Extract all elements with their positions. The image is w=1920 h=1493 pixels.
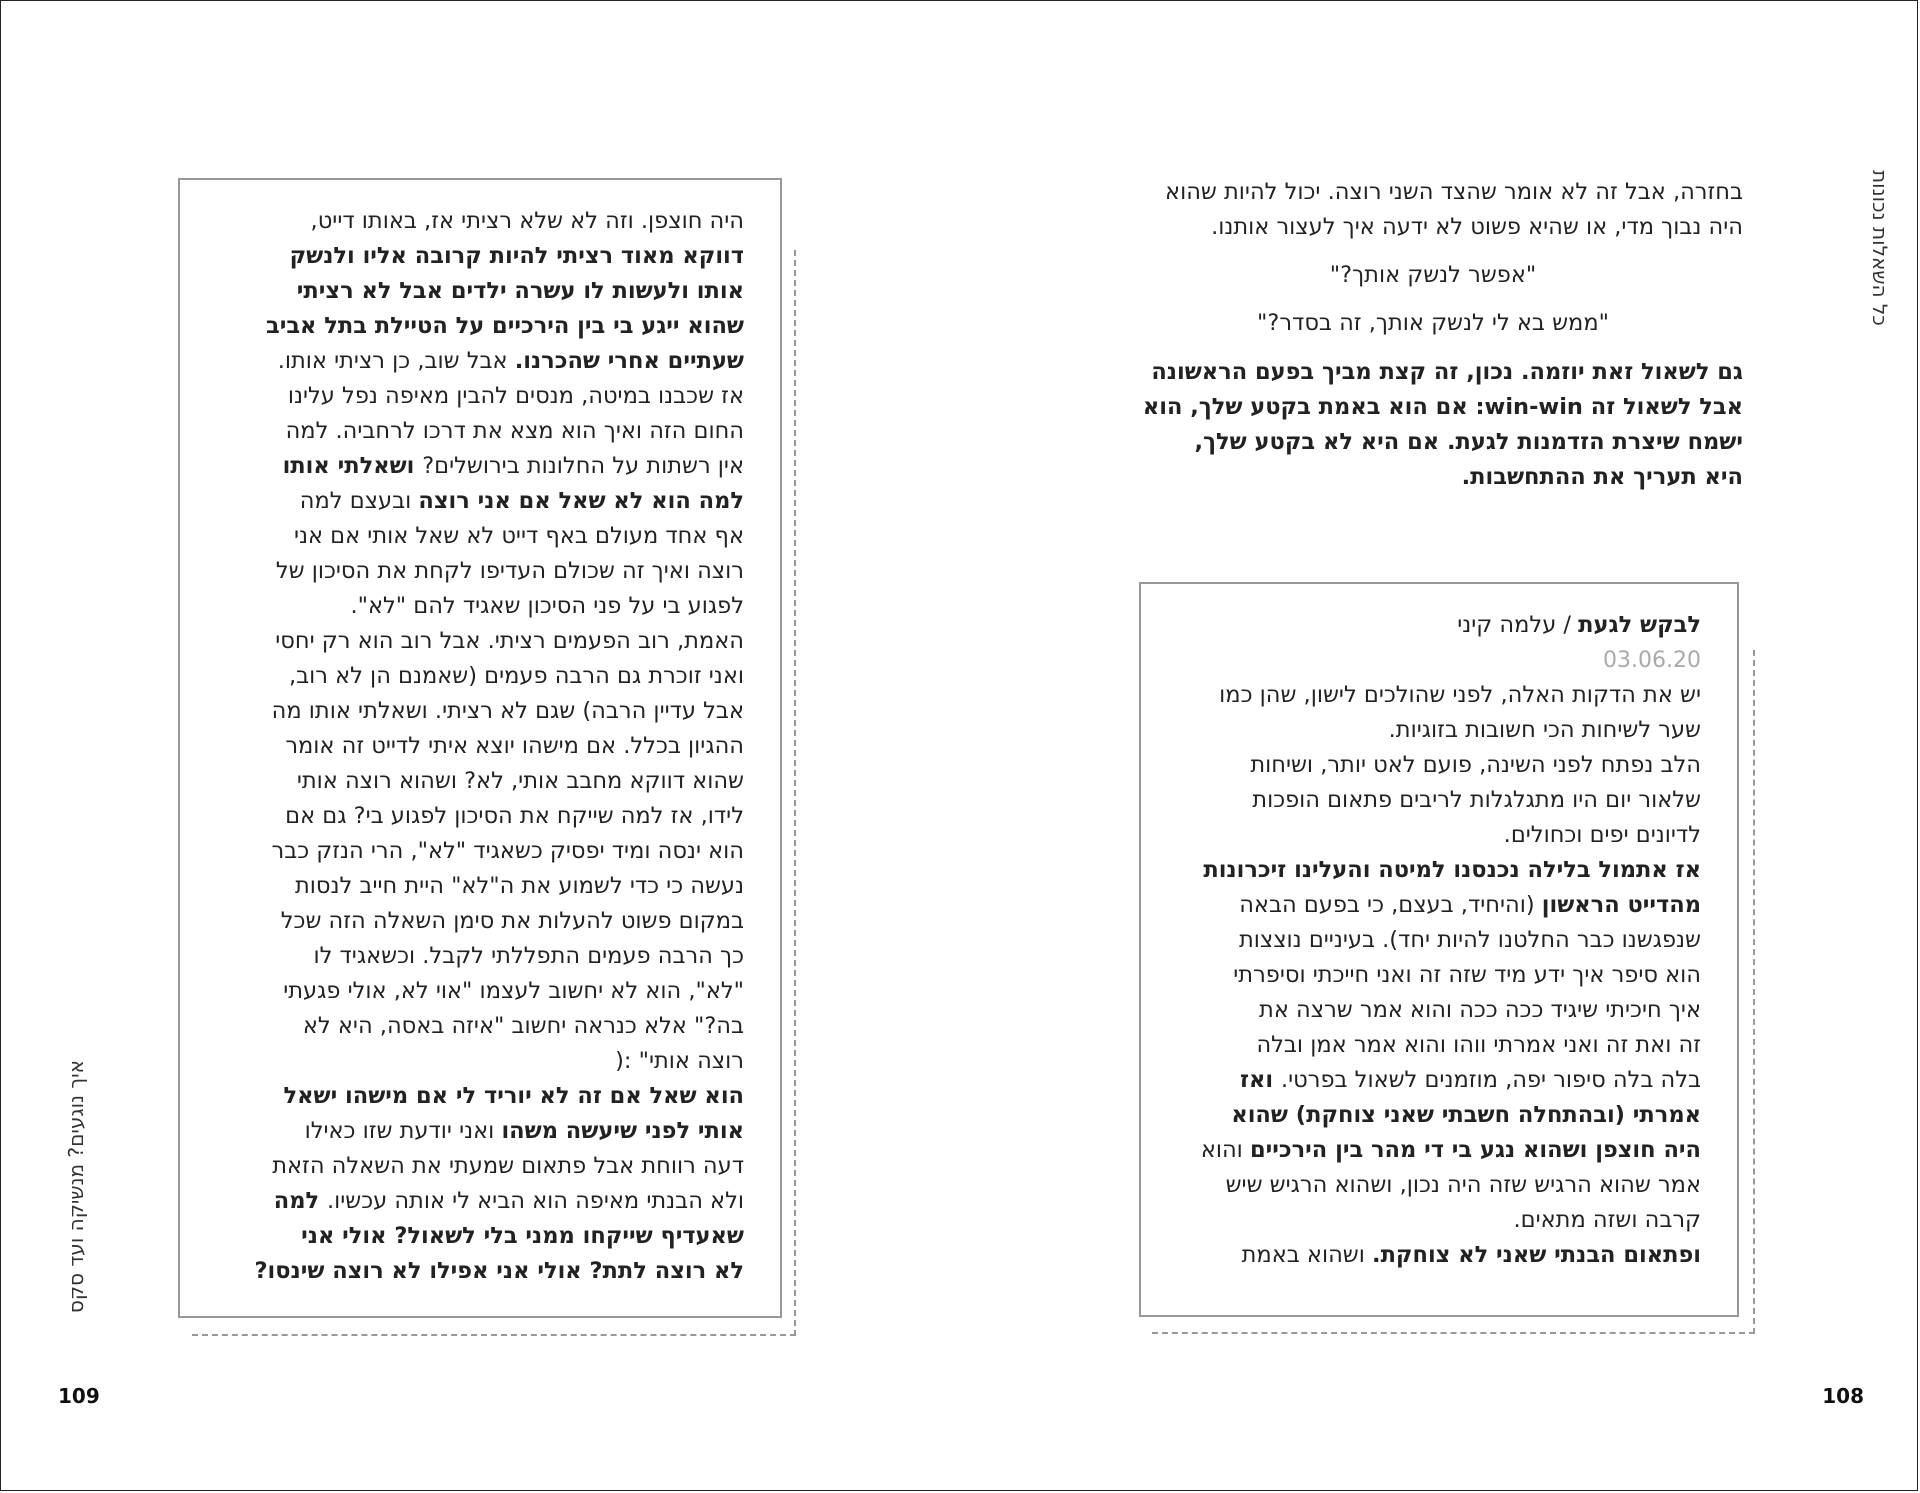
box-left-line xyxy=(210,729,744,764)
box-left-line xyxy=(210,519,744,554)
box-left-line xyxy=(210,344,744,379)
box-right-line xyxy=(1181,1203,1701,1238)
box-right-lines xyxy=(1181,678,1701,1273)
box-left-line xyxy=(210,869,744,904)
line-text: שהוא דווקא מחבב אותי, לא? ושהוא רוצה אותי xyxy=(296,768,744,794)
line-text: נעשה כי כדי לשמוע את ה"לא" היית חייב לנסות xyxy=(294,873,744,899)
line-text: קרבה ושזה מתאים. xyxy=(1513,1207,1701,1233)
intro-line-1: בחזרה, אבל זה לא אומר שהצד השני רוצה. יכול להיות שהוא xyxy=(1165,179,1743,205)
box-left-line xyxy=(210,1219,744,1254)
line-text: הלב נפתח לפני השינה, פועם לאט יותר, ושיחות xyxy=(1250,752,1701,778)
box-left-line xyxy=(210,484,744,519)
line-text: הוא שאל אם זה לא יוריד לי אם מישהו ישאל xyxy=(283,1083,744,1109)
box-left-line xyxy=(210,1184,744,1219)
line-text: שלאור יום היו מתגלגלות לריבים פתאום הופכות xyxy=(1252,787,1701,813)
line-text: אמרתי (ובהתחלה חשבתי שאני צוחקת) שהוא xyxy=(1231,1102,1701,1128)
bold-line-2: אבל לשאול זה win-win: אם הוא באמת בקטע שלך, הוא xyxy=(1142,394,1743,420)
box-right-line xyxy=(1181,1028,1701,1063)
line-text: בלה בלה סיפור יפה, מוזמנים לשאול בפרטי. xyxy=(1280,1067,1701,1093)
box-left-line xyxy=(210,799,744,834)
box-left-line xyxy=(210,624,744,659)
line-text: האמת, רוב הפעמים רציתי. אבל רוב הוא רק יחסי xyxy=(275,628,744,654)
line-text: לא רוצה לתת? אולי אני אפילו לא רוצה שינסו? xyxy=(254,1258,744,1284)
line-text: זה ואת זה ואני אמרתי ווהו והוא אמר אמן ובלה xyxy=(1256,1032,1701,1058)
line-text: החום הזה ואיך הוא מצא את דרכו לרחביה. למה xyxy=(285,418,744,444)
line-text: שנפגשנו כבר החלטנו להיות יחד). בעיניים נוצצות xyxy=(1238,927,1701,953)
box-left-line xyxy=(210,554,744,589)
box-left-line xyxy=(210,1114,744,1149)
box-right-line xyxy=(1181,923,1701,958)
box-left-line xyxy=(210,1079,744,1114)
line-text-bold: ואז xyxy=(1240,1067,1281,1093)
box-right-line xyxy=(1181,1133,1701,1168)
line-text: שהוא ייגע בי בין הירכיים על הטיילת בתל אביב xyxy=(265,313,744,339)
box-date: 03.06.20 xyxy=(1603,648,1701,673)
line-text: אז שכבנו במיטה, מנסים להבין מאיפה נפל עלינו xyxy=(287,383,744,409)
box-right-line xyxy=(1181,783,1701,818)
line-text: יש את הדקות האלה, לפני שהולכים לישון, שהן כמו xyxy=(1219,682,1701,708)
box-left-line xyxy=(210,1254,744,1289)
line-text-bold: למה xyxy=(273,1188,327,1214)
box-right-line xyxy=(1181,748,1701,783)
line-text: אין רשתות על החלונות בירושלים? xyxy=(422,453,744,479)
quote-kiss-ok: "ממש בא לי לנשק אותך, זה בסדר?" xyxy=(1257,310,1609,336)
line-text-regular: ושהוא באמת xyxy=(1241,1242,1373,1268)
line-text-regular: ובעצם למה xyxy=(299,488,419,514)
line-text: שאעדיף שייקחו ממני בלי לשאול? אולי אני xyxy=(301,1223,744,1249)
box-right-content xyxy=(1181,608,1701,1273)
line-text: אז אתמול בלילה נכנסנו למיטה והעלינו זיכרונות xyxy=(1203,857,1701,883)
box-right-line xyxy=(1181,1238,1701,1273)
bold-line-1: גם לשאול זאת יוזמה. נכון, זה קצת מביך בפעם הראשונה xyxy=(1151,359,1743,385)
box-left-line xyxy=(210,204,744,239)
right-page-body xyxy=(1123,175,1743,495)
line-text-bold: ושאלתי אותו xyxy=(282,453,423,479)
box-left-lines xyxy=(210,204,744,1289)
line-text: במקום פשוט להעלות את סימן השאלה הזה שכל xyxy=(280,908,744,934)
box-left-line xyxy=(210,694,744,729)
box-left-line xyxy=(210,379,744,414)
line-text: הוא סיפר איך ידע מיד שזה זה ואני חייכתי וסיפרתי xyxy=(1233,962,1701,988)
box-right-line xyxy=(1181,818,1701,853)
running-head-right: כל השאלות נכונות xyxy=(1868,170,1892,326)
line-text: דווקא מאוד רציתי להיות קרובה אליו ולנשק xyxy=(289,243,744,269)
line-text-regular: והוא xyxy=(1200,1137,1250,1163)
box-right-line xyxy=(1181,1168,1701,1203)
line-text: ולא הבנתי מאיפה הוא הביא לי אותה עכשיו. xyxy=(326,1188,744,1214)
line-text: ופתאום הבנתי שאני לא צוחקת. xyxy=(1372,1242,1701,1268)
box-right-line xyxy=(1181,958,1701,993)
box-title: לבקש לגעת xyxy=(1578,612,1701,638)
line-text: לפגוע בי על פני הסיכון שאגיד להם "לא". xyxy=(350,593,744,619)
box-right-line xyxy=(1181,1098,1701,1133)
box-right-line xyxy=(1181,888,1701,923)
box-left-line xyxy=(210,659,744,694)
box-author: עלמה קיני xyxy=(1457,612,1557,638)
box-left-line xyxy=(210,239,744,274)
bold-line-3: ישמח שיצרת הזדמנות לגעת. אם היא לא בקטע שלך, xyxy=(1194,429,1743,455)
line-text: אבל עדיין הרבה) שגם לא רציתי. ושאלתי אותו מה xyxy=(271,698,744,724)
testimonial-box-left xyxy=(178,178,782,1318)
box-left-content xyxy=(210,204,744,1289)
box-right-line xyxy=(1181,713,1701,748)
intro-line-2: היה נבוך מדי, או שהיא פשוט לא ידעה איך לעצור אותנו. xyxy=(1211,214,1743,240)
line-text: כך הרבה פעמים התפללתי לקבל. וכשאגיד לו xyxy=(313,943,744,969)
page-number-left: 109 xyxy=(58,1384,100,1408)
box-header xyxy=(1181,608,1701,643)
testimonial-box-right xyxy=(1139,582,1739,1317)
page-number-right: 108 xyxy=(1822,1384,1864,1408)
box-right-line xyxy=(1181,853,1701,888)
box-title-separator: / xyxy=(1556,612,1579,638)
line-text: ואני זוכרת גם הרבה פעמים (שאמנם הן לא רוב, xyxy=(288,663,744,689)
line-text: היה חוצפן. וזה לא שלא רציתי אז, באותו דייט, xyxy=(310,208,744,234)
line-text: רוצה אותי" :( xyxy=(615,1048,744,1074)
quote-kiss: "אפשר לנשק אותך?" xyxy=(1329,262,1537,288)
box-left-line xyxy=(210,414,744,449)
line-text-regular: אבל שוב, כן רציתי אותו. xyxy=(277,348,515,374)
line-text: אף אחד מעולם באף דייט לא שאל אותי אם אני xyxy=(293,523,744,549)
line-text: ההגיון בכלל. אם מישהו יוצא איתי לדייט זה אומר xyxy=(285,733,744,759)
line-text-regular: (והיחיד, בעצם, כי בפעם הבאה xyxy=(1239,892,1542,918)
line-text-regular: ואני יודעת שזו כאילו xyxy=(304,1118,502,1144)
line-text: מהדייט הראשון xyxy=(1541,892,1701,918)
line-text: רוצה ואיך זה שכולם העדיפו לקחת את הסיכון של xyxy=(275,558,744,584)
box-left-line xyxy=(210,309,744,344)
box-left-line xyxy=(210,1149,744,1184)
box-right-line xyxy=(1181,678,1701,713)
running-head-left: איך נוגעים? מנשיקה ועד סקס xyxy=(64,1060,88,1314)
bold-line-4: היא תעריך את ההתחשבות. xyxy=(1461,464,1743,490)
line-text: למה הוא לא שאל אם אני רוצה xyxy=(418,488,744,514)
line-text: היה חוצפן ושהוא נגע בי די מהר בין הירכיים xyxy=(1249,1137,1701,1163)
box-right-line xyxy=(1181,993,1701,1028)
bold-paragraph xyxy=(1123,355,1743,495)
box-left-line xyxy=(210,904,744,939)
box-right-line xyxy=(1181,1063,1701,1098)
box-left-line xyxy=(210,764,744,799)
line-text: "לא", הוא לא יחשוב לעצמו "אוי לא, אולי פגעתי xyxy=(283,978,744,1004)
line-text: הוא ינסה ומיד יפסיק כשאגיד "לא", הרי הנזק כבר xyxy=(271,838,744,864)
box-left-line xyxy=(210,834,744,869)
line-text: לדיונים יפים וכחולים. xyxy=(1503,822,1701,848)
line-text: אמר שהוא הרגיש שזה היה נכון, ושהוא הרגיש שיש xyxy=(1225,1172,1701,1198)
line-text: דעה רווחת אבל פתאום שמעתי את השאלה הזאת xyxy=(272,1153,744,1179)
line-text: אותו ולעשות לו עשרה ילדים אבל לא רציתי xyxy=(296,278,744,304)
box-left-line xyxy=(210,449,744,484)
line-text: שעתיים אחרי שהכרנו. xyxy=(514,348,744,374)
box-left-line xyxy=(210,274,744,309)
line-text: איך חיכיתי שיגיד ככה ככה והוא אמר שרצה את xyxy=(1259,997,1701,1023)
line-text: לידו, אז למה שייקח את הסיכון לפגוע בי? גם אם xyxy=(285,803,744,829)
line-text: בה?" אלא כנראה יחשוב "איזה באסה, היא לא xyxy=(302,1013,744,1039)
box-left-line xyxy=(210,974,744,1009)
box-left-line xyxy=(210,1009,744,1044)
box-left-line xyxy=(210,589,744,624)
line-text: אותי לפני שיעשה משהו xyxy=(501,1118,744,1144)
line-text: שער לשיחות הכי חשובות בזוגיות. xyxy=(1388,717,1701,743)
box-left-line xyxy=(210,1044,744,1079)
box-left-line xyxy=(210,939,744,974)
